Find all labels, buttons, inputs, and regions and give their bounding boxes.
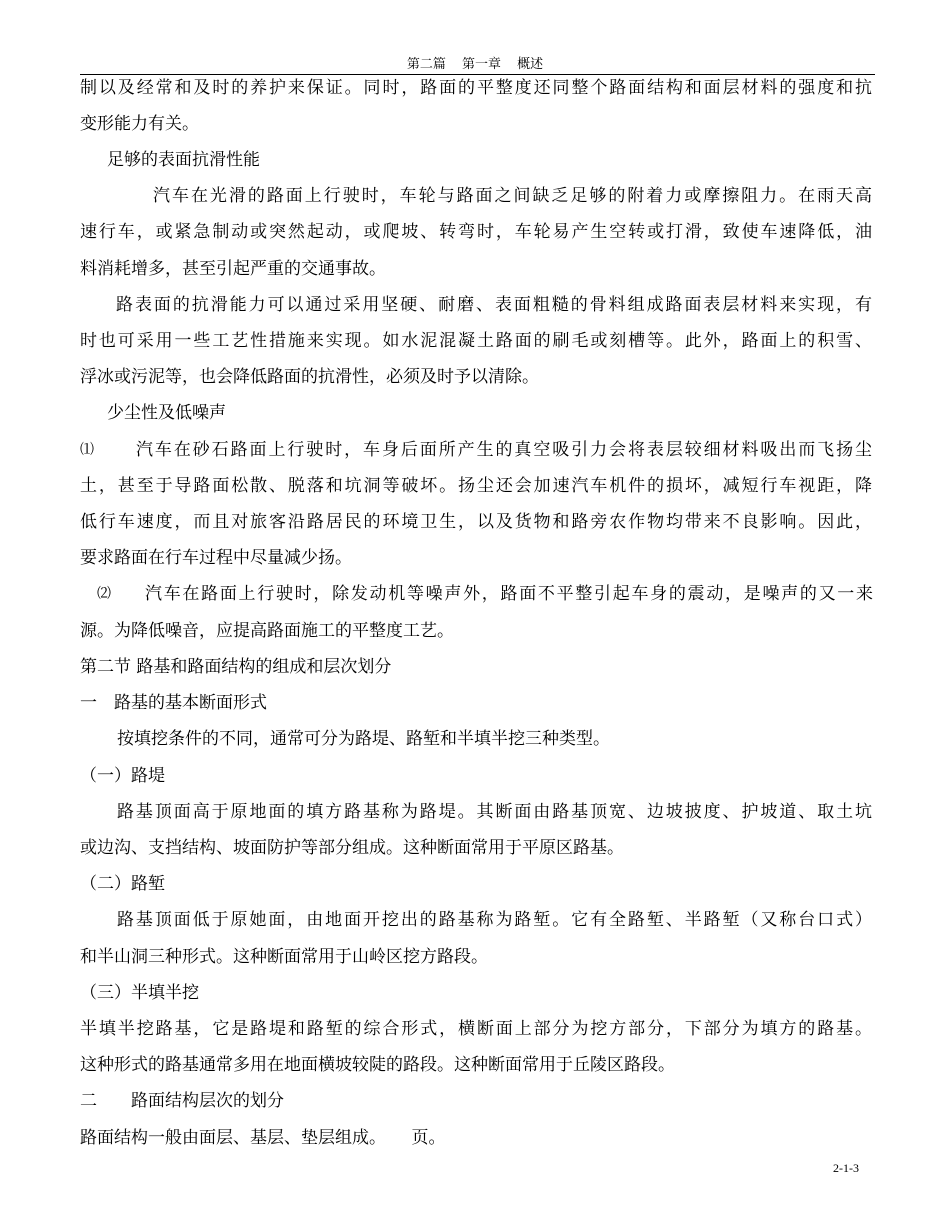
item-heading: （二）路堑 bbox=[80, 874, 165, 894]
body-line: 制以及经常和及时的养护来保证。同时，路面的平整度还同整个路面结构和面层材料的强度和抗 bbox=[80, 78, 872, 98]
header-rule bbox=[80, 74, 875, 75]
body-line: 汽车在砂石路面上行驶时，车身后面所产生的真空吸引力会将表层较细材料吸出而飞扬尘 bbox=[136, 440, 872, 460]
body-line: 低行车速度，而且对旅客沿路居民的环境卫生，以及货物和路旁农作物均带来不良影响。因此， bbox=[80, 512, 872, 532]
item-heading: （一）路堤 bbox=[80, 766, 165, 786]
page-number: 2-1-3 bbox=[833, 1161, 859, 1175]
header-chapter: 第一章 bbox=[461, 57, 501, 72]
body-line: 路基顶面低于原她面，由地面开挖出的路基称为路堑。它有全路堑、半路堑（又称台口式） bbox=[117, 910, 872, 930]
body-line: 要求路面在行车过程中尽量减少扬。 bbox=[80, 548, 352, 568]
body-line: 路面结构一般由面层、基层、垫层组成。 页。 bbox=[80, 1128, 446, 1148]
section-subheading: 一 路基的基本断面形式 bbox=[80, 693, 267, 713]
body-line: 按填挖条件的不同，通常可分为路堤、路堑和半填半挖三种类型。 bbox=[117, 729, 610, 749]
section-heading: 第二节 路基和路面结构的组成和层次划分 bbox=[80, 657, 392, 677]
body-line: 速行车，或紧急制动或突然起动，或爬坡、转弯时，车轮易产生空转或打滑，致使车速降低，油 bbox=[80, 222, 872, 242]
body-line: 时也可采用一些工艺性措施来实现。如水泥混凝土路面的刷毛或刻槽等。此外，路面上的积雪、 bbox=[80, 331, 872, 351]
header-title: 概述 bbox=[517, 57, 544, 72]
body-line: 源。为降低噪音，应提高路面施工的平整度工艺。 bbox=[80, 621, 454, 641]
item-heading: （三）半填半挖 bbox=[80, 983, 199, 1003]
body-line: 或边沟、支挡结构、坡面防护等部分组成。这种断面常用于平原区路基。 bbox=[80, 838, 624, 858]
body-line: 浮冰或污泥等，也会降低路面的抗滑性，必须及时予以清除。 bbox=[80, 367, 539, 387]
subheading: 少尘性及低噪声 bbox=[107, 403, 226, 423]
body-line: 汽车在光滑的路面上行驶时，车轮与路面之间缺乏足够的附着力或摩擦阻力。在雨天高 bbox=[153, 186, 872, 206]
subheading: 足够的表面抗滑性能 bbox=[107, 150, 260, 170]
body-line: 土，甚至于导路面松散、脱落和坑洞等破坏。扬尘还会加速汽车机件的损坏，减短行车视距，降 bbox=[80, 476, 872, 496]
running-header bbox=[0, 57, 950, 73]
body-line: 和半山洞三种形式。这种断面常用于山岭区挖方路段。 bbox=[80, 947, 488, 967]
body-line: 半填半挖路基，它是路堤和路堑的综合形式，横断面上部分为挖方部分，下部分为填方的路基。 bbox=[80, 1019, 872, 1039]
header-part: 第二篇 bbox=[406, 57, 446, 72]
body-line: 料消耗增多，甚至引起严重的交通事故。 bbox=[80, 259, 386, 279]
body-line: 路表面的抗滑能力可以通过采用坚硬、耐磨、表面粗糙的骨料组成路面表层材料来实现，有 bbox=[116, 295, 872, 315]
list-number: ⑵ bbox=[97, 586, 111, 602]
body-line: 汽车在路面上行驶时，除发动机等噪声外，路面不平整引起车身的震动，是噪声的又一来 bbox=[145, 584, 873, 604]
body-line: 变形能力有关。 bbox=[80, 114, 199, 134]
body-line: 路基顶面高于原地面的填方路基称为路堤。其断面由路基顶宽、边坡披度、护坡道、取土坑 bbox=[117, 802, 872, 822]
list-number: ⑴ bbox=[80, 442, 94, 458]
body-line: 这种形式的路基通常多用在地面横坡较陡的路段。这种断面常用于丘陵区路段。 bbox=[80, 1055, 675, 1075]
section-subheading: 二 路面结构层次的划分 bbox=[80, 1091, 284, 1111]
